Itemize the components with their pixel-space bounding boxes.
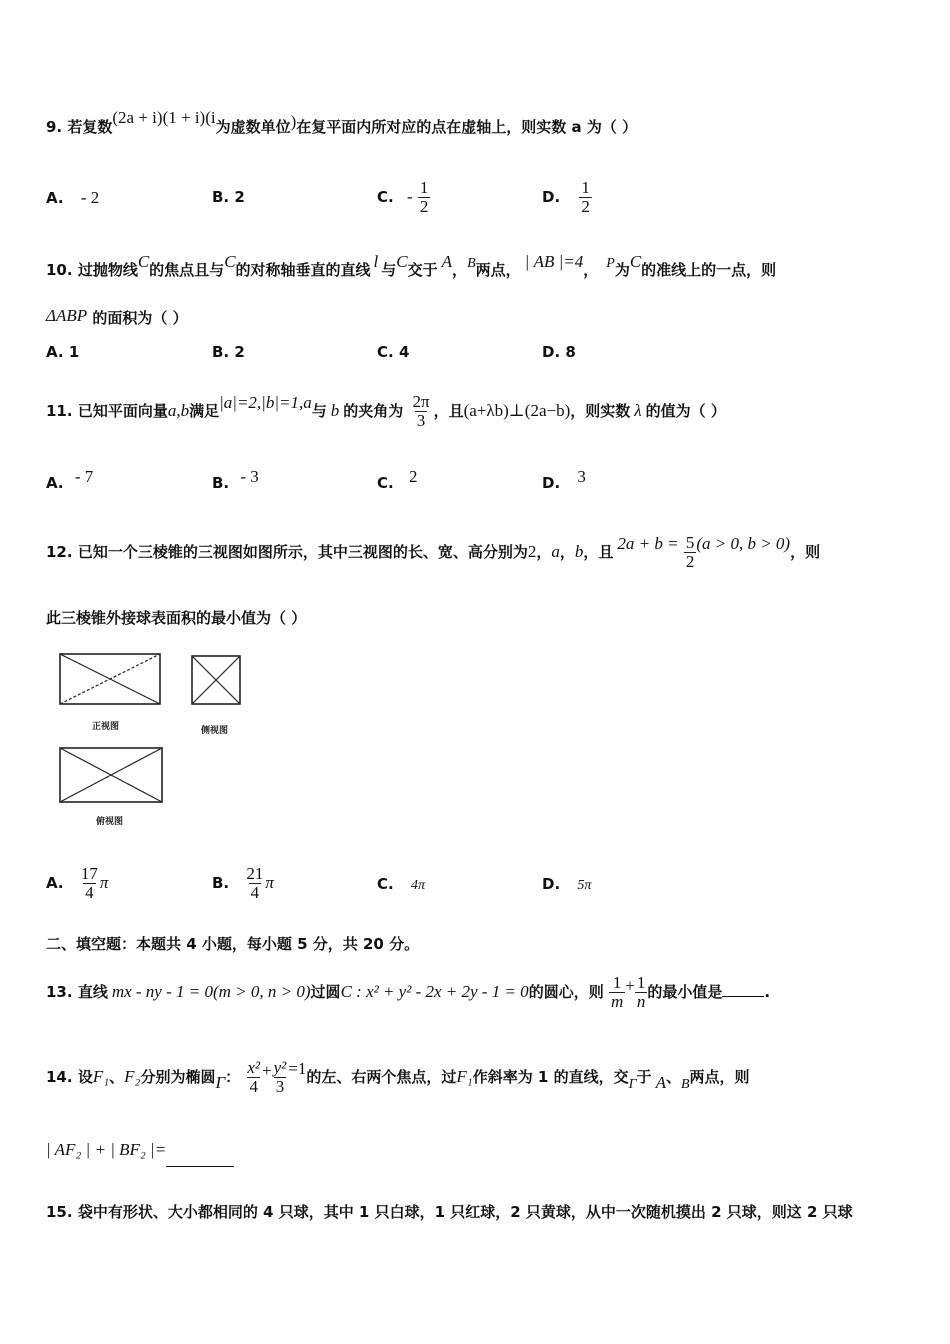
q13-answer-blank[interactable] xyxy=(722,996,764,997)
option-fraction xyxy=(418,179,431,216)
q14-answer-blank[interactable] xyxy=(166,1166,234,1167)
q14-text: 两点，则 xyxy=(689,1068,750,1086)
q11-option-a[interactable] xyxy=(46,458,93,493)
q14-fraction-y xyxy=(272,1059,289,1096)
q10-var-p: P xyxy=(606,256,615,271)
q15-text: 袋中有形状、大小都相同的 4 只球，其中 1 只白球，1 只红球，2 只黄球，从中一次随机摸出 2 只球，则这 2 只球 xyxy=(77,1203,853,1221)
q12-height: b xyxy=(574,542,584,561)
q13-text: 的圆心，则 xyxy=(528,983,604,1001)
fraction-numerator: 2π xyxy=(412,392,430,411)
option-value: - 7 xyxy=(74,467,94,486)
q10-var-c: C xyxy=(396,252,408,271)
q12-text: ， xyxy=(536,543,552,561)
option-fraction xyxy=(79,865,100,902)
option-sign: - xyxy=(406,187,413,206)
option-label: B. xyxy=(212,343,230,361)
q11-text: ，则实数 xyxy=(570,402,631,420)
q11-option-d[interactable] xyxy=(542,458,586,493)
q11-perpendicular: (a+λb)⊥(2a−b) xyxy=(463,401,571,420)
q14-stem xyxy=(46,1042,750,1096)
q11-text: ，且 xyxy=(433,402,464,420)
q12-number: 12. xyxy=(46,543,73,561)
q14-text: 的左、右两个焦点，过 xyxy=(306,1068,457,1086)
q14-stem-line2 xyxy=(46,1140,234,1160)
option-label: C. xyxy=(377,343,394,361)
q13-fraction-m xyxy=(609,974,625,1011)
q13-plus: + xyxy=(625,976,635,995)
q11-text: 的夹角为 xyxy=(343,402,404,420)
q13-stem xyxy=(46,957,770,1011)
option-value: - 3 xyxy=(240,467,259,486)
q13-text: 的最小值是 xyxy=(647,983,723,1001)
q10-var-a: A xyxy=(441,252,453,271)
q11-angle xyxy=(411,393,432,430)
q10-text: ， xyxy=(452,261,468,279)
fraction-numerator: 17 xyxy=(80,864,98,883)
q14-text: 设 xyxy=(77,1068,93,1086)
fraction-numerator: 1 xyxy=(581,178,590,197)
q10-option-c[interactable] xyxy=(377,343,409,361)
option-label: B. xyxy=(212,874,230,892)
q10-text: 过抛物线 xyxy=(77,261,138,279)
q12-equation-right: (a > 0, b > 0) xyxy=(696,534,791,553)
q10-number: 10. xyxy=(46,261,73,279)
front-view-caption: 正视图 xyxy=(92,722,120,732)
option-value: 4 xyxy=(398,343,410,361)
option-suffix: π xyxy=(99,873,109,892)
q10-option-b[interactable] xyxy=(212,343,245,361)
top-view xyxy=(60,748,162,802)
q14-text: 于 xyxy=(636,1068,652,1086)
q13-text: 直线 xyxy=(77,983,108,1001)
q11-vectors: a,b xyxy=(167,401,190,420)
option-fraction xyxy=(579,179,592,216)
q11-var-b: b xyxy=(330,401,340,420)
option-label: D. xyxy=(542,474,561,492)
fraction-denominator: 4 xyxy=(249,1077,258,1096)
option-value: 2 xyxy=(234,188,245,206)
q12-length: 2 xyxy=(527,542,537,561)
option-label: A. xyxy=(46,474,64,492)
q11-lambda: λ xyxy=(634,401,642,420)
option-label: B. xyxy=(212,474,230,492)
q14-equals: =1 xyxy=(288,1059,307,1078)
option-label: C. xyxy=(377,474,394,492)
fraction-denominator: n xyxy=(636,992,646,1011)
q14-plus: + xyxy=(262,1061,272,1080)
q15-stem xyxy=(46,1201,853,1222)
fraction-denominator: 2 xyxy=(581,197,590,216)
q14-text: 分别为椭圆 xyxy=(140,1068,216,1086)
three-view-figure xyxy=(56,650,256,835)
option-value: 5π xyxy=(577,878,592,893)
option-value: 3 xyxy=(577,467,586,486)
q14-text: 、 xyxy=(109,1068,125,1086)
q14-text: 作斜率为 1 的直线，交 xyxy=(472,1068,629,1086)
section-heading: 二、填空题：本题共 4 小题，每小题 5 分，共 20 分。 xyxy=(46,935,420,953)
q10-var-c: C xyxy=(224,252,236,271)
side-view-caption: 侧视图 xyxy=(201,726,229,736)
q10-var-c: C xyxy=(629,252,642,271)
option-value: - 2 xyxy=(80,188,100,207)
q9-option-c[interactable] xyxy=(377,162,430,216)
option-fraction xyxy=(244,865,265,902)
option-value: 2 xyxy=(234,343,245,361)
q12-text: 已知一个三棱锥的三视图如图所示，其中三视图的长、宽、高分别为 xyxy=(77,543,528,561)
q11-text: 已知平面向量 xyxy=(77,402,168,420)
q11-text: 与 xyxy=(311,402,327,420)
option-value: 1 xyxy=(68,343,80,361)
q13-text: 过圆 xyxy=(310,983,341,1001)
q14-text: ： xyxy=(225,1068,241,1086)
side-view xyxy=(192,656,240,704)
option-label: D. xyxy=(542,343,561,361)
q10-text: 交于 xyxy=(407,261,438,279)
q10-var-b: B xyxy=(467,256,476,271)
q11-option-c[interactable] xyxy=(377,458,417,493)
q9-text-1: 若复数 xyxy=(67,118,113,136)
q14-focus-1: F₁ xyxy=(456,1067,473,1086)
option-value: 2 xyxy=(408,467,418,486)
q10-text: 与 xyxy=(381,261,397,279)
q9-option-a[interactable] xyxy=(46,188,99,208)
q10-text: 的焦点且与 xyxy=(149,261,225,279)
option-label: A. xyxy=(46,874,64,892)
fraction-numerator: x² xyxy=(247,1058,261,1077)
fraction-denominator: 2 xyxy=(685,552,695,571)
q12-option-d[interactable] xyxy=(542,875,591,894)
q10-triangle: ΔABP xyxy=(46,306,88,325)
option-value: 4π xyxy=(410,878,425,893)
option-label: A. xyxy=(46,189,64,207)
q10-option-a[interactable] xyxy=(46,343,79,361)
q11-option-b[interactable] xyxy=(212,458,259,493)
fraction-numerator: 21 xyxy=(246,864,264,883)
q11-condition: |a|=2,|b|=1,a xyxy=(219,393,312,412)
q9-stem xyxy=(46,108,638,137)
q9-option-d[interactable] xyxy=(542,162,592,216)
fraction-denominator: 2 xyxy=(419,197,429,216)
q14-ellipse-label: Γ xyxy=(215,1073,226,1092)
option-label: B. xyxy=(212,188,230,206)
q12-stem xyxy=(46,519,820,571)
top-view-caption: 俯视图 xyxy=(96,817,124,827)
option-suffix: π xyxy=(265,873,274,892)
q12-text: ，则 xyxy=(790,543,821,561)
q14-number: 14. xyxy=(46,1068,73,1086)
q10-text: 两点， xyxy=(475,261,521,279)
q14-point-a: A xyxy=(655,1073,666,1092)
q10-stem-line2 xyxy=(46,307,188,328)
q12-text: ， xyxy=(559,543,575,561)
option-label: C. xyxy=(377,875,394,893)
q14-expression: | AF₂ | + | BF₂ |= xyxy=(46,1140,167,1159)
q14-ellipse-label: Γ xyxy=(628,1077,637,1092)
fraction-numerator: 1 xyxy=(419,178,429,197)
q10-stem xyxy=(46,252,777,280)
q10-text: 为 xyxy=(614,261,630,279)
q13-circle-equation: C : x² + y² - 2x + 2y - 1 = 0 xyxy=(340,982,529,1001)
q9-expression: (2a + i)(1 + i)(i xyxy=(112,108,216,127)
option-label: D. xyxy=(542,875,561,893)
q9-option-b[interactable] xyxy=(212,188,245,206)
q10-text: 的准线上的一点，则 xyxy=(641,261,777,279)
q10-option-d[interactable] xyxy=(542,343,576,361)
q9-text-2: 在复平面内所对应的点在虚轴上，则实数 a 为（ ） xyxy=(296,118,638,136)
q12-option-b[interactable] xyxy=(212,850,274,902)
fraction-denominator: m xyxy=(610,992,624,1011)
option-label: C. xyxy=(377,188,394,206)
q12-text: ，且 xyxy=(583,543,614,561)
q12-equation-left: 2a + b = xyxy=(617,534,679,553)
q10-var-c: C xyxy=(137,252,150,271)
q12-stem-line2: 此三棱锥外接球表面积的最小值为（ ） xyxy=(46,609,307,627)
fraction-denominator: 3 xyxy=(275,1077,285,1096)
q11-number: 11. xyxy=(46,402,73,420)
fraction-denominator: 4 xyxy=(85,883,94,902)
q11-text: 满足 xyxy=(189,402,220,420)
q9-number: 9. xyxy=(46,118,63,136)
q14-focus-1: F₁ xyxy=(92,1067,110,1086)
q13-fraction-n xyxy=(635,974,648,1011)
q10-text: 的面积为（ ） xyxy=(92,309,188,327)
q12-option-c[interactable] xyxy=(377,875,425,894)
fraction-numerator: 1 xyxy=(636,973,646,992)
q9-paren-close: ) xyxy=(290,112,297,131)
option-value: 8 xyxy=(565,343,576,361)
q15-number: 15. xyxy=(46,1203,73,1221)
q12-option-a[interactable] xyxy=(46,850,108,902)
q10-text: 的对称轴垂直的直线 xyxy=(235,261,371,279)
fraction-numerator: y² xyxy=(273,1058,287,1077)
q14-fraction-x xyxy=(245,1059,262,1096)
q14-point-b: B xyxy=(680,1077,690,1092)
q9-expression-tail: 为虚数单位 xyxy=(215,118,291,136)
q10-text: ， xyxy=(583,261,599,279)
front-view xyxy=(60,654,160,704)
option-label: A. xyxy=(46,343,64,361)
q13-number: 13. xyxy=(46,983,73,1001)
q14-focus-2: F₂ xyxy=(124,1067,141,1086)
q13-text: . xyxy=(764,983,771,1001)
fraction-numerator: 1 xyxy=(612,973,622,992)
q13-line-equation: mx - ny - 1 = 0(m > 0, n > 0) xyxy=(111,982,311,1001)
q11-text: 的值为（ ） xyxy=(645,402,726,420)
q12-width: a xyxy=(551,542,560,561)
fraction-denominator: 4 xyxy=(250,883,260,902)
q14-text: 、 xyxy=(665,1068,681,1086)
q12-equation-fraction xyxy=(684,534,697,571)
option-label: D. xyxy=(542,188,561,206)
fraction-numerator: 5 xyxy=(685,533,695,552)
q11-stem xyxy=(46,374,726,430)
q10-var-l: l xyxy=(373,252,379,271)
fraction-denominator: 3 xyxy=(416,411,426,430)
q10-ab-length: | AB |=4 xyxy=(524,252,584,271)
